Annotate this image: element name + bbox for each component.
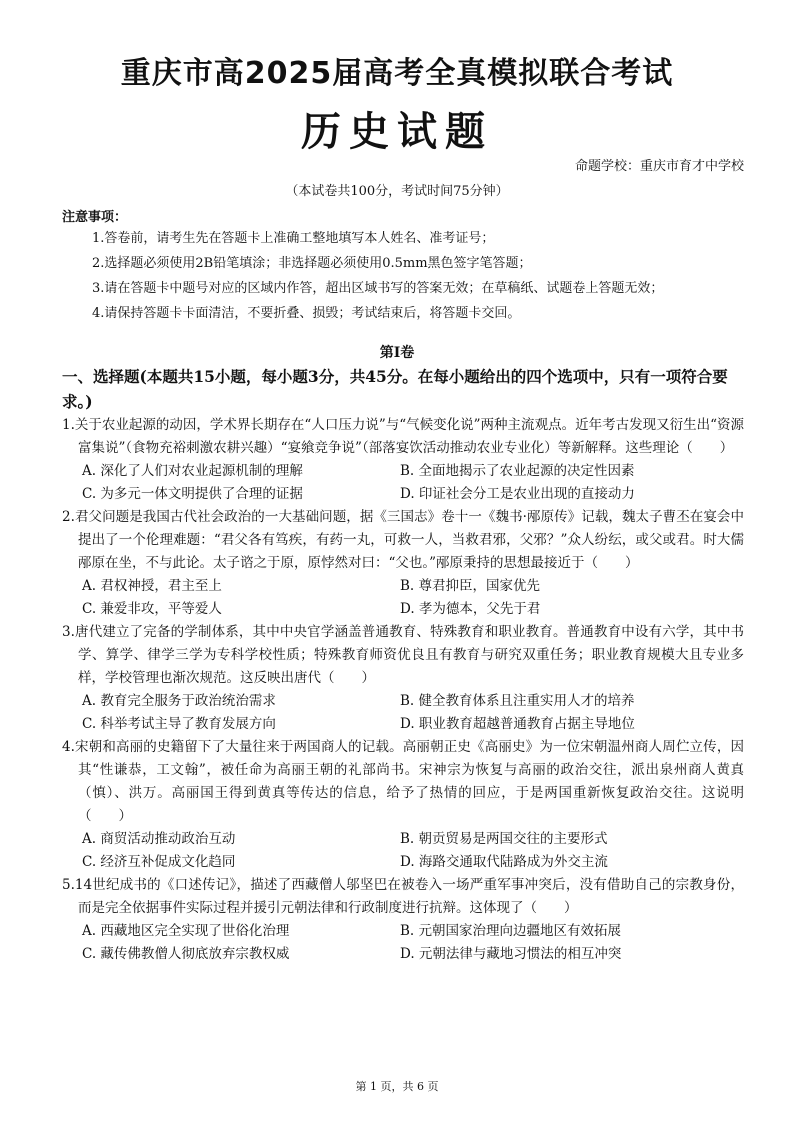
option-grid (62, 828, 744, 874)
option-a: A. 教育完全服务于政治统治需求 (82, 693, 276, 709)
option-grid (62, 460, 744, 506)
setter-school: 命题学校：重庆市育才中学校 (574, 159, 744, 174)
option-d: D. 海路交通取代陆路成为外交主流 (400, 854, 608, 870)
page-number: 第 1 页，共 6 页 (355, 1080, 439, 1093)
option-b: B. 全面地揭示了农业起源的决定性因素 (400, 463, 635, 479)
option-b: B. 健全教育体系且注重实用人才的培养 (400, 693, 635, 709)
option-c: C. 为多元一体文明提供了合理的证据 (82, 486, 303, 502)
option-d: D. 孝为德本，父先于君 (400, 601, 541, 617)
section-heading: 一、选择题(本题共15小题，每小题3分，共45分。在每小题给出的四个选项中，只有一项符合要求。) (62, 367, 728, 411)
question-stem: 2.君父问题是我国古代社会政治的一大基础问题，据《三国志》卷十一《魏书·邴原传》记载，魏太子曹丕在宴会中提出了一个伦理难题：“君父各有笃疾，有药一丸，可救一人，当救君邪，父邪？”众人纷纭，或父或君。时大儒邴原在坐，不与此论。太子谘之于原，原悖然对曰：“父也。”邴原秉持的思想最接近于（ ） (62, 509, 744, 571)
option-d: D. 元朝法律与藏地习惯法的相互冲突 (400, 946, 622, 962)
notice-item: 1.答卷前，请考生先在答题卡上准确工整地填写本人姓名、准考证号； (92, 231, 495, 246)
question-1 (62, 414, 744, 506)
option-d: D. 职业教育超越普通教育占据主导地位 (400, 716, 635, 732)
question-5 (62, 874, 744, 966)
question-stem: 4.宋朝和高丽的史籍留下了大量往来于两国商人的记载。高丽朝正史《高丽史》为一位宋朝温州商人周伫立传，因其“性谦恭，工文翰”，被任命为高丽王朝的礼部尚书。宋神宗为恢复与高丽的政治交往，派出泉州商人黄真（慎）、洪万。高丽国王得到黄真等传达的信息，给予了热情的回应，于是两国重新恢复政治交往。这说明（ ） (62, 739, 744, 824)
option-c: C. 科举考试主导了教育发展方向 (82, 716, 276, 732)
option-d: D. 印证社会分工是农业出现的直接动力 (400, 486, 635, 502)
option-grid (62, 690, 744, 736)
notice-item: 3.请在答题卡中题号对应的区域内作答，超出区域书写的答案无效；在草稿纸、试题卷上答题无效； (92, 281, 664, 296)
question-stem: 5.14世纪成书的《口述传记》，描述了西藏僧人邬坚巴在被卷入一场严重军事冲突后，没有借助自己的宗教身份，而是完全依据事件实际过程并援引元朝法律和行政制度进行抗辩。这体现了（ ） (62, 877, 744, 916)
option-c: C. 兼爱非攻，平等爱人 (82, 601, 222, 617)
option-a: A. 商贸活动推动政治互动 (82, 831, 236, 847)
option-a: A. 深化了人们对农业起源机制的理解 (82, 463, 303, 479)
notice-list (92, 226, 772, 326)
option-b: B. 朝贡贸易是两国交往的主要形式 (400, 831, 608, 847)
question-2 (62, 506, 744, 621)
question-stem: 1.关于农业起源的动因，学术界长期存在“人口压力说”与“气候变化说”两种主流观点。近年考古发现又衍生出“资源富集说”（食物充裕刺激农耕兴趣）“宴飨竞争说”（部落宴饮活动推动农业专业化）等新解释。这些理论（ ） (62, 417, 744, 456)
option-b: B. 尊君抑臣，国家优先 (400, 578, 541, 594)
option-grid (62, 920, 744, 966)
option-a: A. 西藏地区完全实现了世俗化治理 (82, 923, 290, 939)
option-c: C. 经济互补促成文化趋同 (82, 854, 236, 870)
option-a: A. 君权神授，君主至上 (82, 578, 222, 594)
question-list (62, 414, 744, 966)
part-title: 第Ⅰ卷 (379, 345, 415, 361)
exam-title: 重庆市高2025届高考全真模拟联合考试 (120, 56, 674, 91)
exam-info: （本试卷共100分，考试时间75分钟） (285, 184, 509, 199)
question-stem: 3.唐代建立了完备的学制体系，其中中央官学涵盖普通教育、特殊教育和职业教育。普通教育中设有六学，其中书学、算学、律学三学为专科学校性质；特殊教育师资优良且有教育与研究双重任务；职业教育规模大且专业多样，学校管理也渐次规范。这反映出唐代（ ） (62, 624, 744, 686)
notice-item: 2.选择题必须使用2B铅笔填涂；非选择题必须使用0.5mm黑色签字笔答题； (92, 256, 532, 271)
subject-title: 历史试题 (301, 109, 493, 155)
notice-item: 4.请保持答题卡卡面清洁，不要折叠、损毁；考试结束后，将答题卡交回。 (92, 306, 521, 321)
option-grid (62, 575, 744, 621)
notice-heading: 注意事项： (62, 210, 128, 225)
option-c: C. 藏传佛教僧人彻底放弃宗教权威 (82, 946, 290, 962)
question-3 (62, 621, 744, 736)
option-b: B. 元朝国家治理向边疆地区有效拓展 (400, 923, 622, 939)
question-4 (62, 736, 744, 874)
